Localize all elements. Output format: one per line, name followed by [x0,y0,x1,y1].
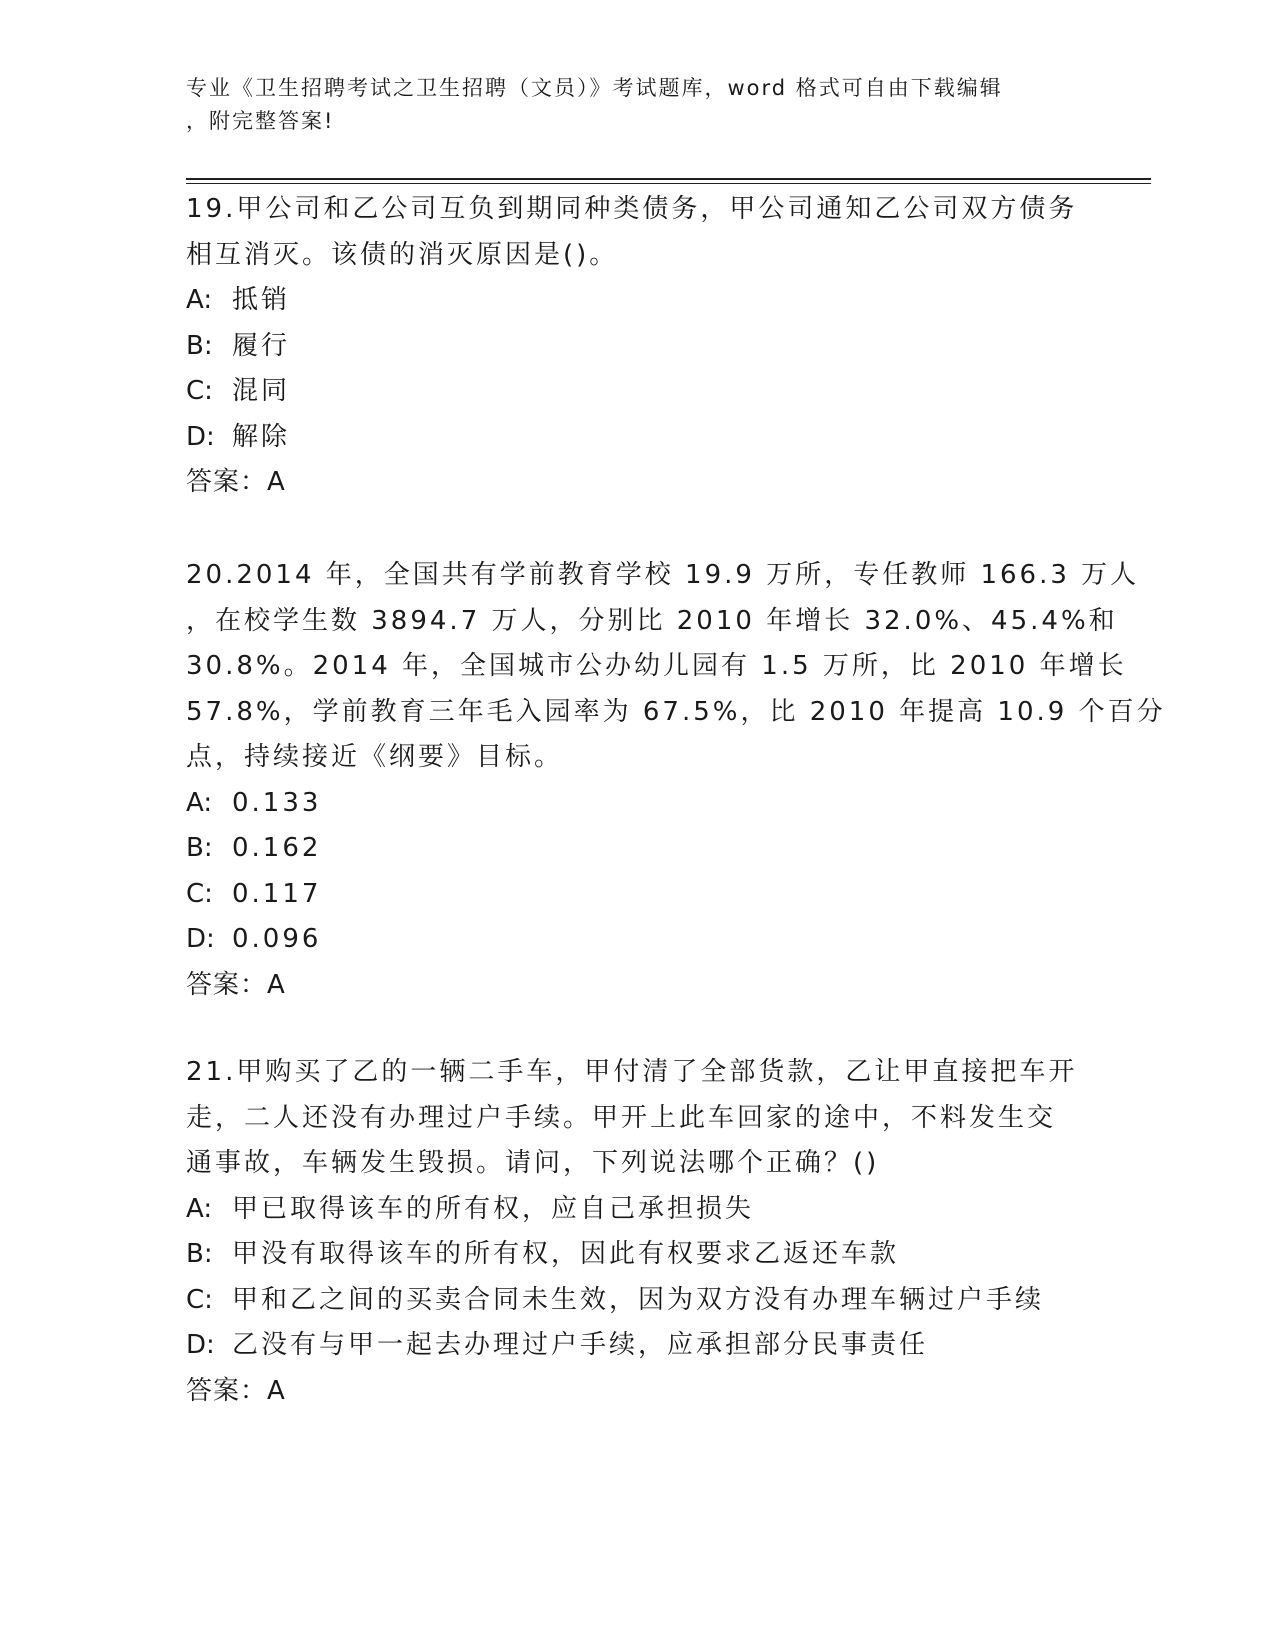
option-text: 甲已取得该车的所有权，应自己承担损失 [232,1193,755,1224]
option-key: A: [186,285,213,315]
question-stem-line: 30.8%。2014 年，全国城市公办幼儿园有 1.5 万所，比 2010 年增长 [186,651,1127,681]
header-line-2: ，附完整答案! [186,109,335,133]
option-b [186,324,1086,370]
option-text: 解除 [232,421,291,452]
question-stem-line: 走，二人还没有办理过户手续。甲开上此车回家的途中，不料发生交 [186,1102,1057,1133]
option-c [186,369,1086,415]
question-stem-line: 21.甲购买了乙的一辆二手车，甲付清了全部货款，乙让甲直接把车开 [186,1057,1078,1087]
header-divider-thin [186,183,1151,184]
question-20 [186,553,1166,1008]
option-d [186,415,1086,461]
option-b [186,1232,1086,1278]
option-b [186,826,1086,872]
option-key: A: [186,1193,213,1224]
answer-line: 答案：A [186,1375,286,1406]
option-text: 0.162 [232,833,322,863]
option-key: C: [186,878,213,909]
option-text: 甲没有取得该车的所有权，因此有权要求乙返还车款 [232,1239,900,1269]
question-stem-line: 相互消灭。该债的消灭原因是()。 [186,239,619,270]
question-stem-line: 通事故，车辆发生毁损。请问，下列说法哪个正确？() [186,1148,880,1178]
option-key: B: [186,1239,213,1269]
option-d [186,917,1086,963]
header-line-1: 专业《卫生招聘考试之卫生招聘（文员）》考试题库，word 格式可自由下载编辑 [186,76,1003,100]
option-c [186,872,1086,918]
answer-line: 答案：A [186,467,286,497]
option-key: B: [186,833,213,863]
option-c [186,1278,1086,1324]
option-text: 0.117 [232,878,322,909]
option-text: 混同 [232,376,291,406]
option-key: D: [186,924,215,954]
question-stem-line: ，在校学生数 3894.7 万人，分别比 2010 年增长 32.0%、45.4%和 [186,605,1118,636]
option-text: 0.096 [232,924,322,954]
question-21 [186,1050,1086,1414]
header-divider-thick [186,178,1151,180]
question-stem-line: 20.2014 年，全国共有学前教育学校 19.9 万所，专任教师 166.3 万人 [186,560,1140,590]
document-header [186,72,1066,138]
question-stem-line: 57.8%，学前教育三年毛入园率为 67.5%，比 2010 年提高 10.9 个百分 [186,696,1166,727]
option-text: 甲和乙之间的买卖合同未生效，因为双方没有办理车辆过户手续 [232,1284,1045,1315]
option-key: D: [186,1330,215,1360]
option-text: 抵销 [232,285,291,315]
option-key: A: [186,787,213,818]
question-stem-line: 点，持续接近《纲要》目标。 [186,742,564,772]
question-stem-line: 19.甲公司和乙公司互负到期同种类债务，甲公司通知乙公司双方债务 [186,194,1078,224]
option-a [186,1187,1086,1233]
option-key: C: [186,376,213,406]
option-text: 0.133 [232,787,322,818]
option-key: C: [186,1284,213,1315]
answer-line: 答案：A [186,969,286,1000]
option-text: 乙没有与甲一起去办理过户手续，应承担部分民事责任 [232,1330,929,1360]
option-key: B: [186,330,213,361]
question-19 [186,187,1086,506]
option-text: 履行 [232,330,291,361]
option-key: D: [186,421,215,452]
option-d [186,1323,1086,1369]
option-a [186,781,1086,827]
option-a [186,278,1086,324]
